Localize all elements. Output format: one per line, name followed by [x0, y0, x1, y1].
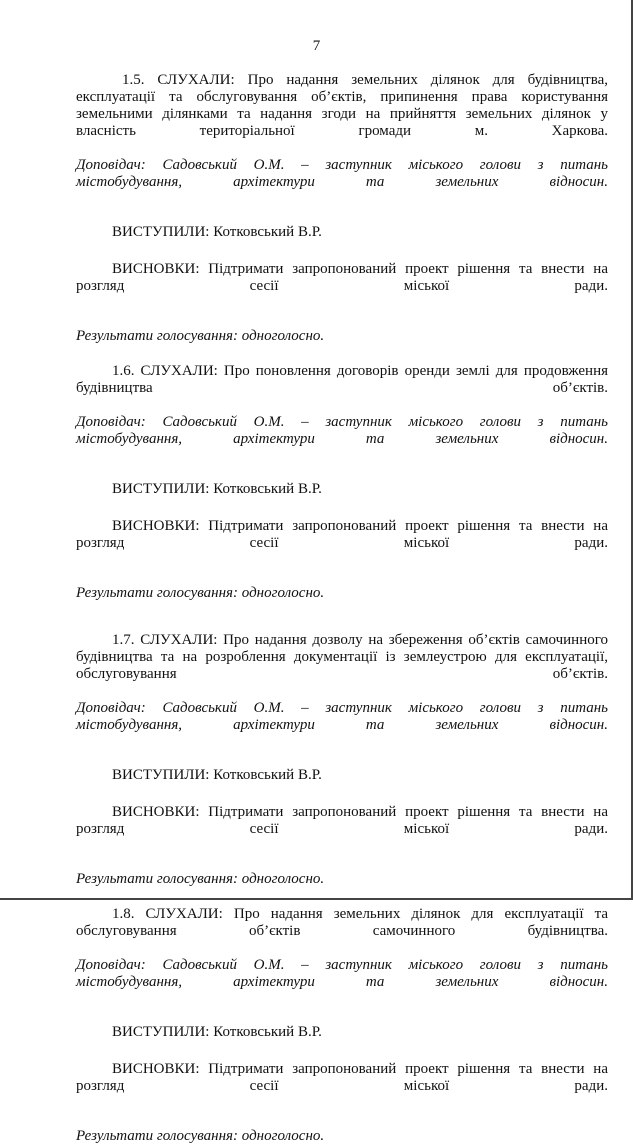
agenda-item-1-6: [76, 363, 608, 602]
heard-text: Про надання земельних ділянок для експлуатації та обслуговування об’єктів самочинного будівництва.: [76, 906, 608, 939]
heard-prefix: 1.5. СЛУХАЛИ:: [122, 72, 235, 88]
heard-text: Про надання дозволу на збереження об’єктів самочинного будівництва та на розроблення документації із землеустрою для експлуатації, обслуговування об’єктів.: [76, 632, 609, 682]
vote-result: Результати голосування: одноголосно.: [76, 871, 325, 887]
agenda-item-1-7: [76, 632, 608, 888]
spoke-line: ВИСТУПИЛИ: Котковський В.Р.: [112, 481, 322, 497]
spoke-line: ВИСТУПИЛИ: Котковський В.Р.: [112, 767, 322, 783]
conclusions-paragraph: ВИСНОВКИ: Підтримати запропонований проект рішення та внести на розгляд сесії міської ради.: [76, 518, 608, 551]
heard-text: Про поновлення договорів оренди землі для продовження будівництва об’єктів.: [76, 363, 608, 396]
speaker-line: Доповідач: Садовський О.М. – заступник міського голови з питань містобудування, архітектури та земельних відносин.: [76, 957, 608, 990]
heard-paragraph: [76, 632, 608, 700]
page-number: 7: [312, 38, 321, 54]
speaker-line: Доповідач: Садовський О.М. – заступник міського голови з питань містобудування, архітектури та земельних відносин.: [76, 414, 608, 447]
vote-result: Результати голосування: одноголосно.: [76, 1128, 325, 1144]
vote-result: Результати голосування: одноголосно.: [76, 585, 325, 601]
conclusions-paragraph: ВИСНОВКИ: Підтримати запропонований проект рішення та внести на розгляд сесії міської ради.: [76, 1061, 608, 1094]
agenda-item-1-5: [76, 72, 608, 345]
heard-prefix: 1.7. СЛУХАЛИ:: [112, 632, 218, 648]
speaker-line: Доповідач: Садовський О.М. – заступник міського голови з питань містобудування, архітектури та земельних відносин.: [76, 700, 608, 733]
conclusions-paragraph: ВИСНОВКИ: Підтримати запропонований проект рішення та внести на розгляд сесії міської ради.: [76, 261, 608, 294]
minutes-body: [76, 72, 608, 1145]
conclusions-paragraph: ВИСНОВКИ: Підтримати запропонований проект рішення та внести на розгляд сесії міської ради.: [76, 804, 608, 837]
agenda-item-1-8: [76, 906, 608, 1145]
heard-paragraph: [76, 72, 608, 157]
heard-text: Про надання земельних ділянок для будівництва, експлуатації та обслуговування об’єктів, припинення права користування земельними ділянками та надання згоди на прийняття земельних ділянок у власність територіальної громади м. Харкова.: [76, 72, 609, 139]
heard-prefix: 1.8. СЛУХАЛИ:: [112, 906, 223, 922]
heard-paragraph: [76, 906, 608, 957]
heard-paragraph: [76, 363, 608, 414]
vote-result: Результати голосування: одноголосно.: [76, 328, 325, 344]
spoke-line: ВИСТУПИЛИ: Котковський В.Р.: [112, 224, 322, 240]
speaker-line: Доповідач: Садовський О.М. – заступник міського голови з питань містобудування, архітектури та земельних відносин.: [76, 157, 608, 190]
spoke-line: ВИСТУПИЛИ: Котковський В.Р.: [112, 1024, 322, 1040]
heard-prefix: 1.6. СЛУХАЛИ:: [112, 363, 218, 379]
